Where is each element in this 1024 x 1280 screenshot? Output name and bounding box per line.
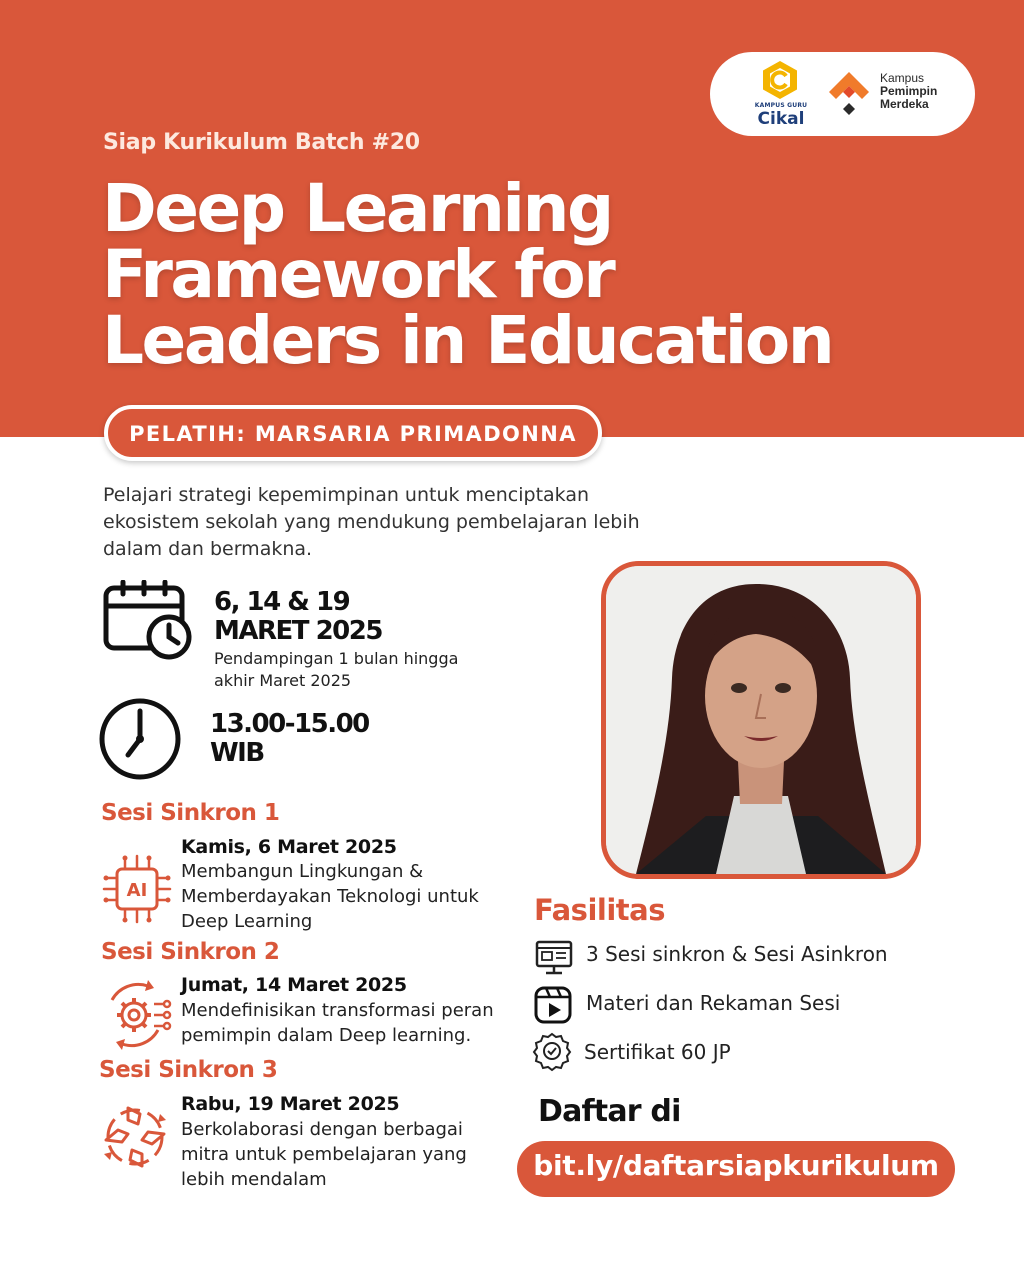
facility-item-sessions: 3 Sesi sinkron & Sesi Asinkron bbox=[586, 942, 888, 966]
cikal-logo-icon bbox=[762, 60, 798, 100]
title-line-1: Deep Learning bbox=[102, 170, 612, 247]
title-line-2: Framework for bbox=[102, 236, 614, 313]
event-time bbox=[210, 710, 369, 768]
session-1-topic: Membangun Lingkungan & Memberdayakan Teknologi untuk Deep Learning bbox=[181, 861, 479, 932]
kpm-line-2: Pemimpin bbox=[880, 84, 938, 98]
gear-transform-icon bbox=[98, 978, 172, 1052]
event-dates-line-1: 6, 14 & 19 bbox=[214, 587, 350, 617]
session-1-date: Kamis, 6 Maret 2025 bbox=[181, 836, 397, 858]
session-3-topic: Berkolaborasi dengan berbagai mitra untuk pembelajaran yang lebih mendalam bbox=[181, 1119, 467, 1190]
event-dates bbox=[214, 588, 382, 646]
facility-item-materials: Materi dan Rekaman Sesi bbox=[586, 991, 841, 1015]
session-2-date: Jumat, 14 Maret 2025 bbox=[181, 974, 407, 996]
event-time-line-1: 13.00-15.00 bbox=[210, 709, 369, 739]
kpm-line-1: Kampus bbox=[880, 71, 925, 85]
mentoring-note: Pendampingan 1 bulan hingga akhir Maret 2025 bbox=[214, 649, 459, 690]
session-1-heading: Sesi Sinkron 1 bbox=[101, 800, 280, 826]
event-time-line-2: WIB bbox=[210, 738, 264, 768]
clock-icon bbox=[98, 697, 182, 781]
trainer-photo bbox=[601, 561, 921, 879]
session-2-heading: Sesi Sinkron 2 bbox=[101, 939, 280, 965]
cikal-logo-text: Cikal bbox=[757, 109, 805, 129]
facility-item-certificate: Sertifikat 60 JP bbox=[584, 1040, 731, 1064]
session-2-topic: Mendefinisikan transformasi peran pemimpin dalam Deep learning. bbox=[181, 1000, 494, 1046]
trainer-portrait-illustration bbox=[606, 566, 916, 874]
cikal-logo-caption: KAMPUS GURU bbox=[754, 102, 808, 109]
kampus-pemimpin-logo-text bbox=[880, 72, 937, 111]
trainer-badge bbox=[104, 405, 602, 461]
title-line-3: Leaders in Education bbox=[102, 302, 833, 379]
video-play-icon bbox=[533, 985, 573, 1025]
register-link-button[interactable] bbox=[517, 1141, 955, 1197]
description: Pelajari strategi kepemimpinan untuk menciptakan ekosistem sekolah yang mendukung pembelajaran lebih dalam dan bermakna. bbox=[103, 484, 640, 560]
ai-chip-icon bbox=[100, 852, 174, 926]
register-link-text: bit.ly/daftarsiapkurikulum bbox=[533, 1149, 939, 1182]
calendar-clock-icon bbox=[103, 580, 193, 662]
facilities-heading: Fasilitas bbox=[534, 893, 665, 927]
certificate-badge-icon bbox=[532, 1032, 572, 1072]
session-3-heading: Sesi Sinkron 3 bbox=[99, 1057, 278, 1083]
kampus-pemimpin-logo-icon bbox=[826, 70, 872, 116]
trainer-label: PELATIH: MARSARIA PRIMADONNA bbox=[129, 422, 577, 446]
ai-chip-label: AI bbox=[126, 880, 148, 901]
kpm-line-3: Merdeka bbox=[880, 97, 929, 111]
batch-label: Siap Kurikulum Batch #20 bbox=[103, 130, 420, 155]
register-label: Daftar di bbox=[538, 1094, 681, 1129]
event-dates-line-2: MARET 2025 bbox=[214, 616, 382, 646]
session-3-date: Rabu, 19 Maret 2025 bbox=[181, 1093, 400, 1115]
collaboration-hands-icon bbox=[98, 1100, 172, 1174]
monitor-icon bbox=[534, 937, 574, 977]
page-title bbox=[102, 170, 862, 379]
